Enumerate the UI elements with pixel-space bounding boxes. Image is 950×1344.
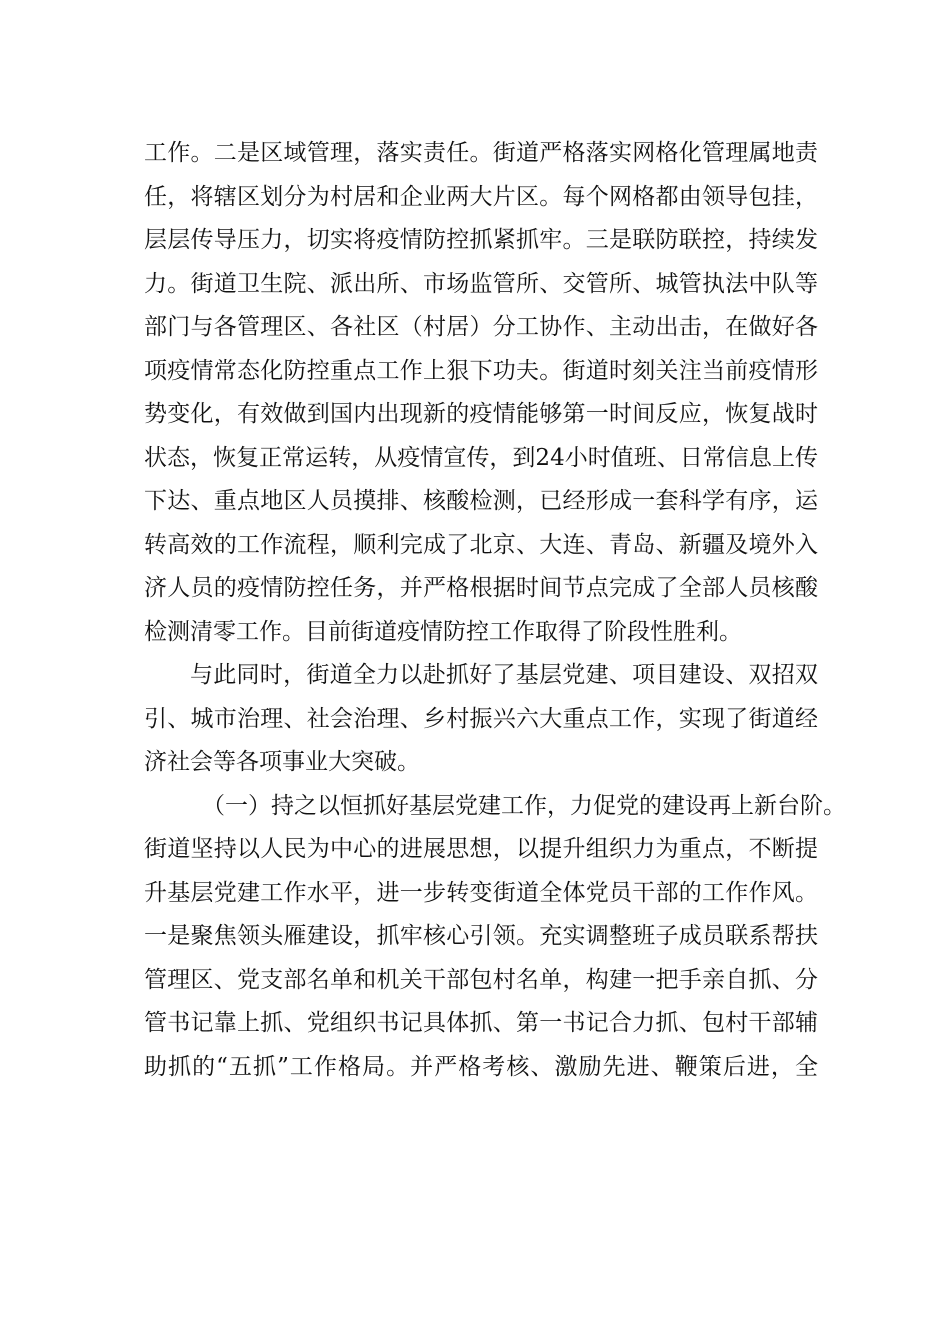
text-line: 济人员的疫情防控任务，并严格根据时间节点完成了全部人员核酸 bbox=[144, 575, 818, 601]
text-line: 升基层党建工作水平，进一步转变街道全体党员干部的工作作风。 bbox=[144, 879, 818, 906]
text-line: 管理区、党支部名单和机关干部包村名单，构建一把手亲自抓、分 bbox=[144, 966, 818, 993]
document-body bbox=[144, 132, 846, 1089]
text-line: 检测清零工作。目前街道疫情防控工作取得了阶段性胜利。 bbox=[144, 618, 742, 645]
text-line: 项疫情常态化防控重点工作上狠下功夫。街道时刻关注当前疫情形 bbox=[144, 357, 818, 384]
text-line: 助抓的“五抓”工作格局。并严格考核、激励先进、鞭策后进，全 bbox=[144, 1053, 818, 1080]
text-line: 部门与各管理区、各社区（村居）分工协作、主动出击，在做好各 bbox=[144, 314, 818, 340]
section-heading: （一）持之以恒抓好基层党建工作，力促党的建设再上新台阶。 bbox=[202, 792, 846, 819]
text-line: 一是聚焦领头雁建设，抓牢核心引领。充实调整班子成员联系帮扶 bbox=[144, 923, 818, 949]
text-line: 管书记靠上抓、党组织书记具体抓、第一书记合力抓、包村干部辅 bbox=[144, 1010, 818, 1036]
text-line: 下达、重点地区人员摸排、核酸检测，已经形成一套科学有序，运 bbox=[144, 488, 818, 514]
text-line: 层层传导压力，切实将疫情防控抓紧抓牢。三是联防联控，持续发 bbox=[144, 227, 818, 253]
text-line: 任，将辖区划分为村居和企业两大片区。每个网格都由领导包挂， bbox=[144, 183, 818, 210]
text-line: 势变化，有效做到国内出现新的疫情能够第一时间反应，恢复战时 bbox=[144, 401, 818, 427]
text-line: 济社会等各项事业大突破。 bbox=[144, 749, 420, 775]
text-line: 转高效的工作流程，顺利完成了北京、大连、青岛、新疆及境外入 bbox=[144, 531, 818, 558]
text-line: 引、城市治理、社会治理、乡村振兴六大重点工作，实现了街道经 bbox=[144, 705, 818, 732]
paragraph-first-line: 与此同时，街道全力以赴抓好了基层党建、项目建设、双招双 bbox=[190, 662, 818, 688]
text-line: 街道坚持以人民为中心的进展思想，以提升组织力为重点，不断提 bbox=[144, 836, 818, 862]
text-line: 力。街道卫生院、派出所、市场监管所、交管所、城管执法中队等 bbox=[144, 270, 818, 297]
text-line: 工作。二是区域管理，落实责任。街道严格落实网格化管理属地责 bbox=[144, 140, 818, 166]
text-line: 状态，恢复正常运转，从疫情宣传，到24小时值班、日常信息上传 bbox=[144, 444, 818, 471]
